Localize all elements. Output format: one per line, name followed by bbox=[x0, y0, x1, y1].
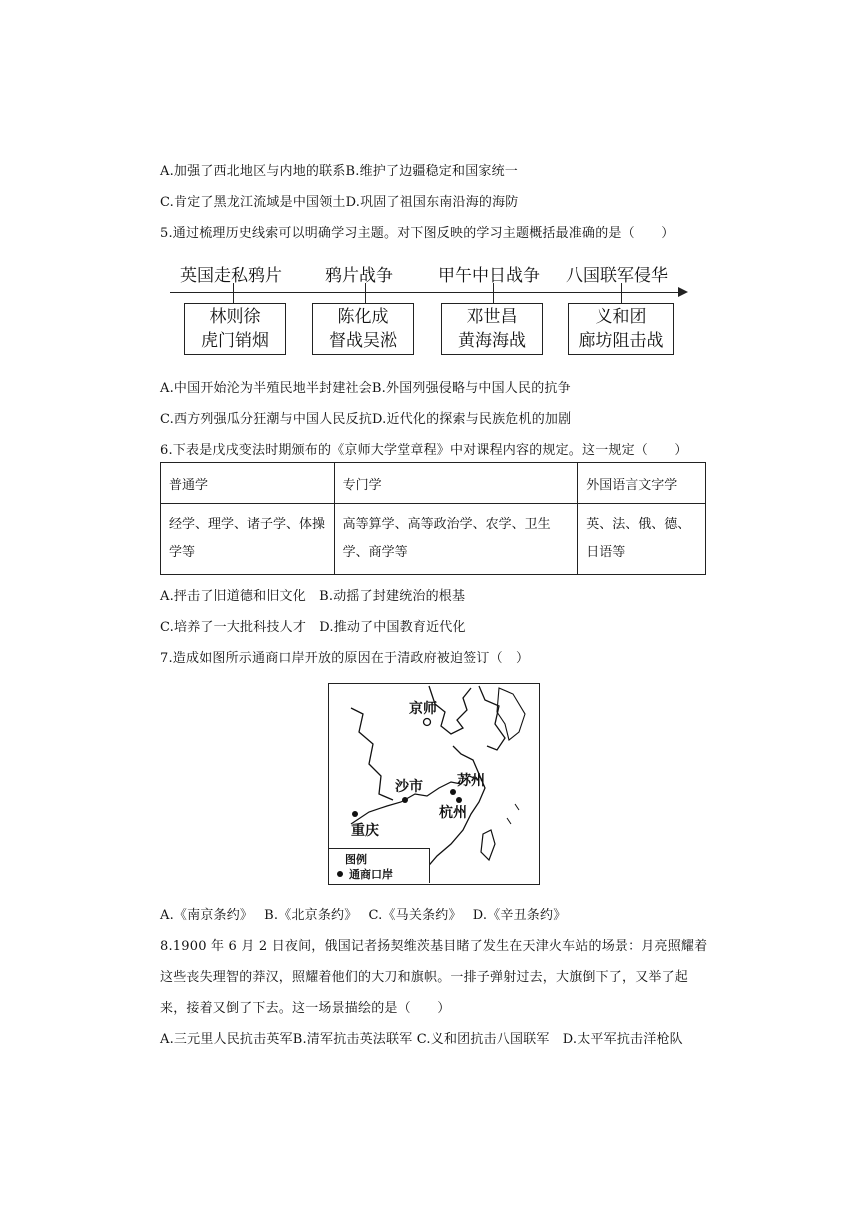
timeline-box-line: 虎门销烟 bbox=[201, 331, 269, 351]
q8-stem-line2: 这些丧失理智的莽汉，照耀着他们的大刀和旗帜。一排子弹射过去，大旗倒下了，又举了起 bbox=[160, 970, 689, 985]
table-header-cell: 专门学 bbox=[334, 463, 578, 504]
port-dot-icon bbox=[337, 871, 343, 877]
timeline-box bbox=[184, 303, 286, 355]
timeline-tick bbox=[365, 283, 366, 303]
q7-stem: 7.造成如图所示通商口岸开放的原因在于清政府被迫签订（ ） bbox=[160, 651, 530, 666]
timeline-arrow-icon bbox=[678, 287, 688, 297]
legend-label: 通商口岸 bbox=[349, 868, 393, 881]
timeline-box-line: 廊坊阻击战 bbox=[578, 331, 664, 351]
map-label-suzhou: 苏州 bbox=[457, 773, 485, 789]
map-label-chongqing: 重庆 bbox=[351, 823, 379, 839]
table-row bbox=[161, 504, 706, 575]
q5-timeline bbox=[170, 258, 695, 358]
q8-stem-line3: 来，接着又倒了下去。这一场景描绘的是（ ） bbox=[160, 1001, 451, 1016]
q8-options: A.三元里人民抗击英军B.清军抗击英法联军 C.义和团抗击八国联军 D.太平军抗击洋枪队 bbox=[160, 1032, 683, 1047]
timeline-box-line: 林则徐 bbox=[209, 307, 261, 327]
q4-options-line1: A.加强了西北地区与内地的联系B.维护了边疆稳定和国家统一 bbox=[160, 164, 519, 179]
timeline-box-line: 黄海海战 bbox=[458, 331, 526, 351]
map-label-hangzhou: 杭州 bbox=[439, 805, 467, 821]
timeline-tick bbox=[233, 283, 234, 303]
q6-stem: 6.下表是戊戌变法时期颁布的《京师大学堂章程》中对课程内容的规定。这一规定（ ） bbox=[160, 443, 688, 458]
map-label-shashi: 沙市 bbox=[395, 779, 423, 795]
table-cell: 英、法、俄、德、日语等 bbox=[578, 504, 706, 575]
treaty-ports-map bbox=[328, 683, 540, 885]
timeline-axis bbox=[170, 292, 680, 293]
q7-options: A.《南京条约》 B.《北京条约》 C.《马关条约》 D.《辛丑条约》 bbox=[160, 908, 567, 923]
curriculum-table bbox=[160, 462, 706, 575]
table-cell: 高等算学、高等政治学、农学、卫生学、商学等 bbox=[334, 504, 578, 575]
timeline-event: 八国联军侵华 bbox=[566, 266, 668, 286]
timeline-box bbox=[568, 303, 674, 355]
table-cell: 经学、理学、诸子学、体操学等 bbox=[161, 504, 335, 575]
timeline-box bbox=[312, 303, 414, 355]
q4-options-line2: C.肯定了黑龙江流域是中国领土D.巩固了祖国东南沿海的海防 bbox=[160, 195, 519, 210]
timeline-box-line: 义和团 bbox=[595, 307, 647, 327]
q5-stem: 5.通过梳理历史线索可以明确学习主题。对下图反映的学习主题概括最准确的是（ ） bbox=[160, 226, 675, 241]
table-header-row bbox=[161, 463, 706, 504]
table-header-cell: 普通学 bbox=[161, 463, 335, 504]
timeline-box-line: 督战吴淞 bbox=[329, 331, 397, 351]
q6-options-line1: A.抨击了旧道德和旧文化 B.动摇了封建统治的根基 bbox=[160, 589, 466, 604]
q5-options-line2: C.西方列强瓜分狂潮与中国人民反抗D.近代化的探索与民族危机的加剧 bbox=[160, 412, 572, 427]
timeline-event: 甲午中日战争 bbox=[438, 266, 540, 286]
q8-stem-line1: 8.1900 年 6 月 2 日夜间，俄国记者扬契维茨基目睹了发生在天津火车站的场景：月亮照耀着 bbox=[160, 939, 708, 954]
map-legend bbox=[329, 848, 430, 883]
q6-options-line2: C.培养了一大批科技人才 D.推动了中国教育近代化 bbox=[160, 620, 466, 635]
timeline-event: 鸦片战争 bbox=[325, 266, 393, 286]
timeline-event: 英国走私鸦片 bbox=[180, 266, 282, 286]
timeline-tick bbox=[493, 283, 494, 303]
map-label-beijing: 京师 bbox=[409, 701, 437, 717]
timeline-box-line: 邓世昌 bbox=[466, 307, 518, 327]
timeline-tick bbox=[621, 283, 622, 303]
table-header-cell: 外国语言文字学 bbox=[578, 463, 706, 504]
q5-options-line1: A.中国开始沦为半殖民地半封建社会B.外国列强侵略与中国人民的抗争 bbox=[160, 381, 571, 396]
legend-title: 图例 bbox=[345, 853, 367, 866]
timeline-box bbox=[441, 303, 543, 355]
timeline-box-line: 陈化成 bbox=[337, 307, 389, 327]
